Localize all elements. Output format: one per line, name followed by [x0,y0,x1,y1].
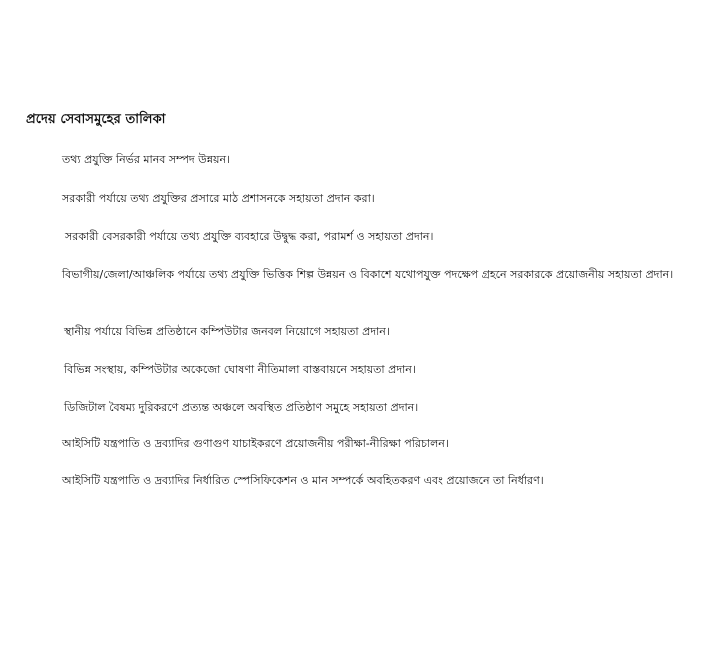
service-item-3: সরকারী বেসরকারী পর্যায়ে তথ্য প্রযুক্তি ব্যবহারে উদ্বুদ্ধ করা, পরামর্শ ও সহায়তা প্রদান। [65,230,434,243]
service-item-1: তথ্য প্রযুক্তি নির্ভর মানব সম্পদ উন্নয়ন। [62,153,230,166]
page-title: প্রদেয় সেবাসমুহের তালিকা [26,112,166,127]
service-item-2: সরকারী পর্যায়ে তথ্য প্রযুক্তির প্রসারে মাঠ প্রশাসনকে সহায়তা প্রদান করা। [62,192,375,205]
service-item-8: আইসিটি যন্ত্রপাতি ও দ্রব্যাদির গুণাগুণ যাচাইকরণে প্রয়োজনীয় পরীক্ষা-নীরিক্ষা পরিচালন। [62,437,449,450]
service-item-6: বিভিন্ন সংস্থায়, কম্পিউটার অকেজো ঘোষণা নীতিমালা বাস্তবায়নে সহায়তা প্রদান। [64,363,416,376]
service-item-7: ডিজিটাল বৈষম্য দুরিকরণে প্রত্যন্ত অঞ্চলে অবস্থিত প্রতিষ্ঠাণ সমুহে সহায়তা প্রদান। [64,401,419,414]
service-item-4: বিভাগীয়/জেলা/আঞ্চলিক পর্যায়ে তথ্য প্রযুক্তি ভিত্তিক শিল্প উন্নয়ন ও বিকাশে যথোপযুক্ত পদক্ষেপ গ্রহনে সরকারকে প্রয়োজনীয় সহায়তা প্রদান। [62,268,674,281]
service-item-5: স্থানীয় পর্যায়ে বিভিন্ন প্রতিষ্ঠানে কম্পিউটার জনবল নিয়োগে সহায়তা প্রদান। [64,325,390,338]
service-item-9: আইসিটি যন্ত্রপাতি ও দ্রব্যাদির নির্ধারিত স্পেসিফিকেশন ও মান সম্পর্কে অবহিতকরণ এবং প্রয়োজনে তা নির্ধারণ। [62,474,544,487]
